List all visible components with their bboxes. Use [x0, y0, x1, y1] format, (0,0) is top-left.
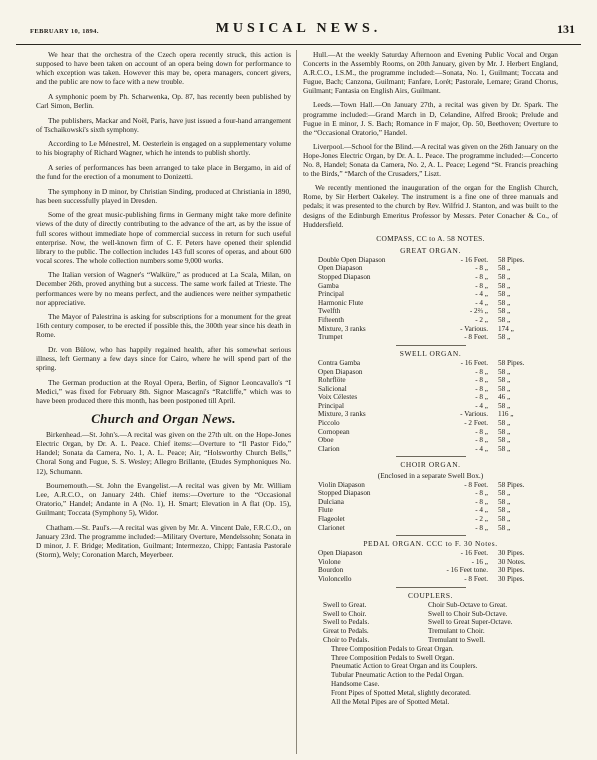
- stop-pitch: - 8 „: [475, 264, 488, 273]
- masthead-title: MUSICAL NEWS.: [215, 21, 382, 36]
- stop-name: Open Diapason: [318, 367, 363, 376]
- coupler-item: Swell to Choir Sub-Octave.: [428, 609, 508, 618]
- stop-row: [318, 419, 546, 428]
- stop-pitch: - 2 „: [475, 316, 488, 325]
- stop-pitch: - 8 „: [475, 281, 488, 290]
- stop-name: Stopped Diapason: [318, 489, 371, 498]
- news-items: [36, 50, 291, 405]
- stop-pitch: - 8 „: [475, 523, 488, 532]
- stop-name: Rohrflöte: [318, 376, 346, 385]
- issue-date: FEBRUARY 10, 1894.: [30, 28, 99, 35]
- stop-row: [318, 290, 546, 299]
- stop-name: Stopped Diapason: [318, 273, 371, 282]
- stop-name: Flute: [318, 506, 333, 515]
- stop-row: [318, 558, 546, 567]
- recital-report: Hull.—At the weekly Saturday Afternoon and Evening Public Vocal and Organ Concerts in the Assembly Rooms, on 20th January, given by Mr. J. Herbert England, A.R.C.O., I.S.M., the programme included:—Sonata, No. 1, Guilmant; Toccata and Fugue, Bach; Canzona, Guilmant; Fanfare, Lorét; Pastorale, Lemare; Grand Chorus, Guilmant; Fantasia on English Airs, Guilmant.: [303, 50, 558, 96]
- stop-row: [318, 566, 546, 575]
- recital-report: Chatham.—St. Paul's.—A recital was given by Mr. A. Vincent Dale, F.R.C.O., on January 23rd. The programme included:—Military Overture, Mendelssohn; Sonata in D minor, J. F. Bridge; Meditation, Guilmant; Intermezzo, Chipp; Fantasia Pastorale (Storm), Wely; Coronation March, Meyerbeer.: [36, 523, 291, 560]
- stop-name: Violin Diapason: [318, 480, 365, 489]
- accessories-list: [331, 645, 558, 707]
- stop-row: [318, 264, 546, 273]
- stop-row: [318, 436, 546, 445]
- stop-pitch: - 16 Feet.: [460, 358, 488, 367]
- division-note: (Enclosed in a separate Swell Box.): [377, 470, 484, 480]
- stop-pipes: 58 „: [498, 281, 511, 290]
- stop-row: [318, 445, 546, 454]
- stop-list: [318, 549, 546, 583]
- stop-name: Clarion: [318, 444, 340, 453]
- division-heading: SWELL ORGAN.: [399, 348, 462, 358]
- stop-pipes: 116 „: [498, 410, 514, 419]
- division-heading: CHOIR ORGAN.: [400, 460, 461, 470]
- stop-name: Twelfth: [318, 307, 341, 316]
- news-paragraph: The Italian version of Wagner's “Walküre,” as produced at La Scala, Milan, on December 26th, proved anything but a success. The same work failed at Trieste. The performances were by no means perfect, and the audiences were neither sympathetic nor appreciative.: [36, 270, 291, 307]
- stop-list: [318, 256, 546, 342]
- church-news: [36, 430, 291, 559]
- stop-name: Contra Gamba: [318, 358, 361, 367]
- stop-pipes: 58 „: [498, 523, 511, 532]
- stop-row: [318, 299, 546, 308]
- recital-report: Liverpool.—School for the Blind.—A recital was given on the 26th January on the Hope-Jones Electric Organ, by Dr. A. L. Peace. The programme included:—Concerto No. 8, Handel; Sonata da Camera, No. 2, A. L. Peace; Legend “St. Francis preaching to the Birds,” “March of the Crusaders,” Liszt.: [303, 141, 558, 179]
- stop-pitch: - 8 „: [475, 376, 488, 385]
- section-rule: [396, 456, 466, 457]
- stop-row: [318, 359, 546, 368]
- stop-pipes: 58 „: [498, 436, 511, 445]
- stop-pipes: 46 „: [498, 393, 511, 402]
- stop-pitch: - 8 Feet.: [464, 333, 488, 342]
- stop-pipes: 58 „: [498, 307, 511, 316]
- stop-pipes: 58 „: [498, 273, 511, 282]
- stop-pitch: - 16 Feet.: [460, 549, 488, 558]
- couplers-heading: COUPLERS.: [407, 590, 454, 600]
- stop-name: Principal: [318, 290, 344, 299]
- stop-pitch: - 4 „: [475, 401, 488, 410]
- stop-row: [318, 410, 546, 419]
- news-paragraph: We hear that the orchestra of the Czech opera recently struck, this action is supposed to have been taken on account of an opera being down for performance to which exception was taken. However this may be, opera managers, concert givers, and the public are now to face with a new trouble.: [36, 50, 291, 87]
- news-paragraph: According to Le Ménestrel, M. Oesterlein is engaged on a supplementary volume to his biography of Richard Wagner, which he intends to publish shortly.: [36, 139, 291, 158]
- accessory-item: Handsome Case.: [331, 679, 380, 688]
- coupler-item: Swell to Great Super-Octave.: [428, 618, 513, 627]
- stop-row: [318, 368, 546, 377]
- stop-name: Dulciana: [318, 497, 344, 506]
- stop-pipes: 58 „: [498, 419, 511, 428]
- stop-list: [318, 481, 546, 533]
- stop-pitch: - 8 Feet.: [464, 575, 488, 584]
- right-column: [303, 50, 558, 754]
- recital-report: Birkenhead.—St. John's.—A recital was given on the 27th ult. on the Hope-Jones Electric Organ, by Dr. A. L. Peace. Chief items:—Overture to “Il Pastor Fido,” Handel; Sonata da Camera, No. 1, A. L. Peace; Air, “Holsworthy Church Bells,” Choral Song and Fugue, S. S. Wesley; Allegro Brillante, (Etudes Symphoniques No. 12), Schumann.: [36, 430, 291, 476]
- stop-name: Trumpet: [318, 333, 343, 342]
- stop-name: Mixture, 3 ranks: [318, 410, 366, 419]
- recital-report: Leeds.—Town Hall.—On January 27th, a recital was given by Dr. Spark. The programme included:—Grand March in D, Celandine, Alfred Brook; Prelude and Fugue in E minor, J. S. Bach; Romance in F major, Op. 50, Beethoven; Overture to the “Occasional Oratorio,” Handel.: [303, 100, 558, 137]
- news-paragraph: The symphony in D minor, by Christian Sinding, produced at Christiania in 1890, has been successfully played in Dresden.: [36, 186, 291, 205]
- stop-row: [318, 325, 546, 334]
- stop-pitch: - 8 „: [475, 497, 488, 506]
- stop-pitch: - 8 „: [475, 489, 488, 498]
- stop-pitch: - 2 Feet.: [464, 419, 488, 428]
- stop-name: Open Diapason: [318, 264, 363, 273]
- stop-name: Gamba: [318, 281, 339, 290]
- stop-name: Bourdon: [318, 566, 344, 575]
- section-heading: Church and Organ News.: [91, 411, 236, 427]
- coupler-item: Tremulant to Swell.: [428, 635, 486, 644]
- stop-name: Piccolo: [318, 419, 340, 428]
- stop-name: Harmonic Flute: [318, 298, 364, 307]
- stop-pipes: 58 „: [498, 316, 511, 325]
- stop-row: [318, 282, 546, 291]
- stop-pipes: 58 „: [498, 401, 511, 410]
- page-number: 131: [557, 22, 575, 36]
- stop-row: [318, 515, 546, 524]
- stop-name: Mixture, 3 ranks: [318, 324, 366, 333]
- stop-name: Open Diapason: [318, 549, 363, 558]
- news-paragraph: A symphonic poem by Ph. Scharwenka, Op. 87, has recently been published by Carl Simon, Berlin.: [36, 91, 291, 110]
- compass-heading: COMPASS, CC to A. 58 NOTES.: [376, 233, 485, 243]
- stop-row: [318, 549, 546, 558]
- stop-pitch: - 16 Feet.: [460, 255, 488, 264]
- stop-pipes: 58 „: [498, 298, 511, 307]
- stop-row: [318, 575, 546, 584]
- section-rule: [396, 587, 466, 588]
- stop-pitch: - 4 „: [475, 444, 488, 453]
- page-header: [16, 18, 581, 45]
- news-paragraph: Dr. von Bülow, who has happily regained health, after his somewhat serious illness, left Germany a few days since for Cairo, where he will spend part of the spring.: [36, 345, 291, 373]
- coupler-item: Choir Sub-Octave to Great.: [428, 600, 508, 609]
- stop-row: [318, 428, 546, 437]
- stop-pipes: 58 Pipes.: [498, 255, 525, 264]
- recital-report: Bournemouth.—St. John the Evangelist.—A recital was given by Mr. William Lee, A.R.C.O., on January 24th. Chief items:—Overture to the “Occasional Oratorio,” Handel; Andante in A (No. 1), H. Smart; Elevation in A flat (Op. 15), Guilmant; Toccata (Symphony 5), Widor.: [36, 481, 291, 518]
- division-heading: GREAT ORGAN.: [400, 245, 461, 255]
- stop-row: [318, 316, 546, 325]
- stop-pitch: - 8 „: [475, 273, 488, 282]
- stop-row: [318, 498, 546, 507]
- stop-name: Double Open Diapason: [318, 255, 386, 264]
- stop-name: Violone: [318, 557, 341, 566]
- coupler-item: Choir to Pedals.: [323, 635, 370, 644]
- coupler-item: Swell to Pedals.: [323, 618, 370, 627]
- stop-pitch: - 16 „: [471, 557, 488, 566]
- stop-pipes: 58 „: [498, 515, 511, 523]
- stop-pitch: - 2⅔ „: [469, 307, 488, 316]
- stop-row: [318, 489, 546, 498]
- stop-pitch: - 4 „: [475, 506, 488, 515]
- stop-row: [318, 524, 546, 533]
- column-divider: [296, 50, 297, 754]
- stop-pitch: - 4 „: [475, 290, 488, 299]
- accessory-item: Three Composition Pedals to Swell Organ.: [331, 653, 455, 662]
- stop-name: Principal: [318, 401, 344, 410]
- organ-divisions: [303, 246, 558, 584]
- stop-pipes: 58 „: [498, 444, 511, 453]
- stop-pitch: - 8 „: [475, 393, 488, 402]
- left-column: [36, 50, 291, 754]
- stop-row: [318, 385, 546, 394]
- news-paragraph: A series of performances has been arranged to take place in Bergamo, in aid of the fund for the erection of a monument to Donizetti.: [36, 162, 291, 182]
- stop-list: [318, 359, 546, 454]
- stop-name: Oboe: [318, 436, 334, 445]
- accessory-item: Three Composition Pedals to Great Organ.: [331, 644, 454, 653]
- couplers-list: [323, 601, 533, 645]
- stop-pipes: 58 „: [498, 367, 511, 376]
- stop-name: Violoncello: [318, 575, 352, 584]
- stop-pitch: - 4 „: [475, 298, 488, 307]
- news-paragraph: The Mayor of Palestrina is asking for subscriptions for a monument for the great 16th century composer, to be erected if possible this, the 300th year since his death in Rome.: [36, 312, 291, 340]
- accessory-item: Tubular Pneumatic Action to the Pedal Organ.: [331, 671, 464, 680]
- stop-pipes: 30 Pipes.: [498, 566, 525, 575]
- organ-specification: [303, 234, 558, 707]
- accessory-item: All the Metal Pipes are of Spotted Metal.: [331, 697, 450, 706]
- stop-pitch: - 16 Feet tone.: [446, 566, 488, 575]
- stop-pipes: 58 „: [498, 489, 511, 498]
- stop-pipes: 58 „: [498, 290, 511, 299]
- stop-pipes: 58 „: [498, 384, 511, 393]
- news-paragraph: The German production at the Royal Opera, Berlin, of Signor Leoncavallo's “I Medici,” was fixed for February 8th. Signor Mascagni's “Ratcliffe,” which was to have been produced there this month, has been postponed till April.: [36, 377, 291, 405]
- stop-pipes: 58 „: [498, 264, 511, 273]
- coupler-item: Tremulant to Choir.: [428, 627, 485, 636]
- coupler-item: Swell to Choir.: [323, 609, 367, 618]
- stop-pitch: - Various.: [460, 324, 488, 333]
- stop-name: Salicional: [318, 384, 347, 393]
- stop-pipes: 30 Pipes.: [498, 549, 525, 558]
- stop-pipes: 58 „: [498, 497, 511, 506]
- stop-pipes: 58 Pipes.: [498, 358, 525, 367]
- stop-name: Fifteenth: [318, 316, 344, 325]
- news-paragraph: Some of the great music-publishing firms in Germany might take more definite views of the duty of directly contributing to the advance of the art, as by the issue of full scores without immediate hope of commercial success in return for such useful enterprise. Now, the well-known firm of C. F. Peters have opened their splendid library to the public. The collection includes 143 full scores of operas, and about 600 vocal scores. The whole collection numbers some 9,000 works.: [36, 210, 291, 265]
- stop-row: [318, 393, 546, 402]
- stop-pipes: 58 „: [498, 333, 511, 342]
- accessory-item: Pneumatic Action to Great Organ and its Couplers.: [331, 662, 478, 671]
- section-rule: [396, 535, 466, 536]
- stop-pitch: - 8 „: [475, 384, 488, 393]
- news-paragraph: We recently mentioned the inauguration of the organ for the English Church, Rome, by Sir Herbert Oakeley. The instrument is a fine one of three manuals and pedals; it was presented to the church by Rev. Wilfrid J. Stanton, and was built to the designs of the Edinburgh Emeritus Professor by Messrs. Peter Conacher & Co., of Huddersfield.: [303, 183, 558, 229]
- stop-pipes: 58 Pipes.: [498, 480, 525, 489]
- stop-pipes: 30 Pipes.: [498, 575, 525, 584]
- stop-row: [318, 402, 546, 411]
- stop-row: [318, 256, 546, 265]
- stop-name: Clarionet: [318, 523, 345, 532]
- coupler-item: Swell to Great.: [323, 600, 367, 609]
- stop-pipes: 58 „: [498, 506, 511, 515]
- stop-pipes: 58 „: [498, 376, 511, 385]
- stop-pitch: - 2 „: [475, 515, 488, 523]
- division-heading: PEDAL ORGAN. CCC to F. 30 Notes.: [363, 539, 498, 549]
- stop-pitch: - Various.: [460, 410, 488, 419]
- stop-name: Flageolet: [318, 515, 345, 523]
- stop-row: [318, 376, 546, 385]
- stop-name: Cornopean: [318, 427, 350, 436]
- stop-name: Voix Célestes: [318, 393, 358, 402]
- stop-pitch: - 8 „: [475, 436, 488, 445]
- coupler-item: Great to Pedals.: [323, 627, 369, 636]
- news-paragraph: The publishers, Mackar and Noël, Paris, have just issued a four-hand arrangement of Tschaikowski's sixth symphony.: [36, 115, 291, 134]
- stop-pipes: 174 „: [498, 324, 514, 333]
- stop-row: [318, 333, 546, 342]
- stop-row: [318, 506, 546, 515]
- stop-row: [318, 307, 546, 316]
- stop-pitch: - 8 „: [475, 427, 488, 436]
- stop-row: [318, 273, 546, 282]
- stop-pitch: - 8 Feet.: [464, 480, 488, 489]
- stop-pitch: - 8 „: [475, 367, 488, 376]
- section-rule: [396, 345, 466, 346]
- accessory-item: Front Pipes of Spotted Metal, slightly decorated.: [331, 688, 471, 697]
- stop-row: [318, 481, 546, 490]
- stop-pipes: 30 Notes.: [498, 557, 526, 566]
- stop-pipes: 58 „: [498, 427, 511, 436]
